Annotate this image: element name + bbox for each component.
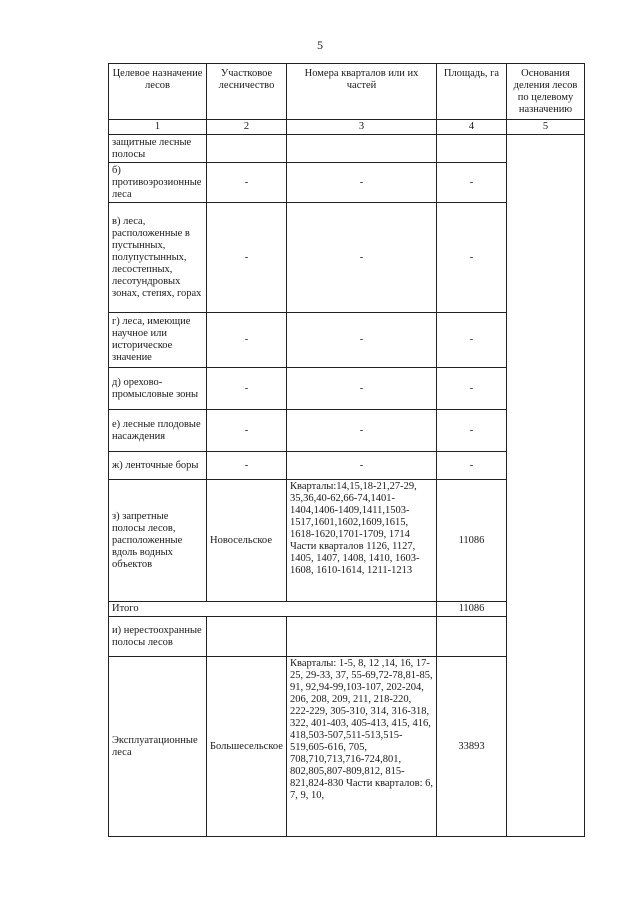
row-category: защитные лесные полосы <box>109 135 207 163</box>
header-area: Площадь, га <box>437 64 507 120</box>
row-quarters: - <box>287 203 437 313</box>
row-category: в) леса, расположенные в пустынных, полупустынных, лесостепных, лесотундровых зонах, степях, горах <box>109 203 207 313</box>
row-forestry: - <box>207 313 287 368</box>
row-area: - <box>437 368 507 410</box>
row-area: - <box>437 313 507 368</box>
total-label: Итого <box>109 602 437 617</box>
row-category: д) орехово-промысловые зоны <box>109 368 207 410</box>
row-category: г) леса, имеющие научное или историческое значение <box>109 313 207 368</box>
forest-purpose-table <box>108 63 585 837</box>
row-area: - <box>437 452 507 480</box>
row-area: 33893 <box>437 657 507 837</box>
row-forestry: Новосельское <box>207 480 287 602</box>
header-purpose: Целевое назначение лесов <box>109 64 207 120</box>
row-category: е) лесные плодовые насаждения <box>109 410 207 452</box>
header-row <box>109 64 585 120</box>
row-forestry: - <box>207 368 287 410</box>
header-basis: Основания деления лесов по целевому назначению <box>507 64 585 120</box>
total-area: 11086 <box>437 602 507 617</box>
row-area <box>437 135 507 163</box>
column-number: 5 <box>507 120 585 135</box>
row-quarters: - <box>287 368 437 410</box>
row-category: з) запретные полосы лесов, расположенные вдоль водных объектов <box>109 480 207 602</box>
column-number: 2 <box>207 120 287 135</box>
row-forestry: - <box>207 452 287 480</box>
row-category: Эксплуатационные леса <box>109 657 207 837</box>
row-quarters: - <box>287 163 437 203</box>
row-quarters: - <box>287 313 437 368</box>
row-quarters <box>287 135 437 163</box>
header-quarters: Номера кварталов или их частей <box>287 64 437 120</box>
row-forestry: - <box>207 163 287 203</box>
row-quarters: - <box>287 410 437 452</box>
row-quarters: - <box>287 452 437 480</box>
row-quarters: Кварталы: 1-5, 8, 12 ,14, 16, 17-25, 29-33, 37, 55-69,72-78,81-85, 91, 92,94-99,103-107, 202-204, 206, 208, 209, 211, 218-220, 222-229, 305-310, 314, 316-318, 322, 401-403, 405-413, 415, 416, 418,503-507,511-513,515-519,605-616, 705, 708,710,713,716-724,801, 802,805,807-809,812, 815-821,824-830 Части кварталов: 6, 7, 9, 10, <box>287 657 437 837</box>
row-area: - <box>437 163 507 203</box>
page-number: 5 <box>317 38 323 52</box>
basis-cell <box>507 135 585 837</box>
column-number: 1 <box>109 120 207 135</box>
row-area: - <box>437 410 507 452</box>
row-quarters: Кварталы:14,15,18-21,27-29, 35,36,40-62,66-74,1401-1404,1406-1409,1411,1503-1517,1601,1602,1609,1615, 1618-1620,1701-1709, 1714 Части кварталов 1126, 1127, 1405, 1407, 1408, 1410, 1603-1608, 1610-1614, 1211-1213 <box>287 480 437 602</box>
row-area: 11086 <box>437 480 507 602</box>
table-row <box>109 135 585 163</box>
row-area: - <box>437 203 507 313</box>
row-category: б) противоэрозионные леса <box>109 163 207 203</box>
column-number: 4 <box>437 120 507 135</box>
row-forestry: Большесельское <box>207 657 287 837</box>
row-forestry: - <box>207 410 287 452</box>
column-number: 3 <box>287 120 437 135</box>
row-area <box>437 617 507 657</box>
header-forestry: Участковое лесничество <box>207 64 287 120</box>
row-quarters <box>287 617 437 657</box>
row-forestry: - <box>207 203 287 313</box>
column-number-row <box>109 120 585 135</box>
row-forestry <box>207 135 287 163</box>
row-category: и) нерестоохранные полосы лесов <box>109 617 207 657</box>
row-forestry <box>207 617 287 657</box>
row-category: ж) ленточные боры <box>109 452 207 480</box>
